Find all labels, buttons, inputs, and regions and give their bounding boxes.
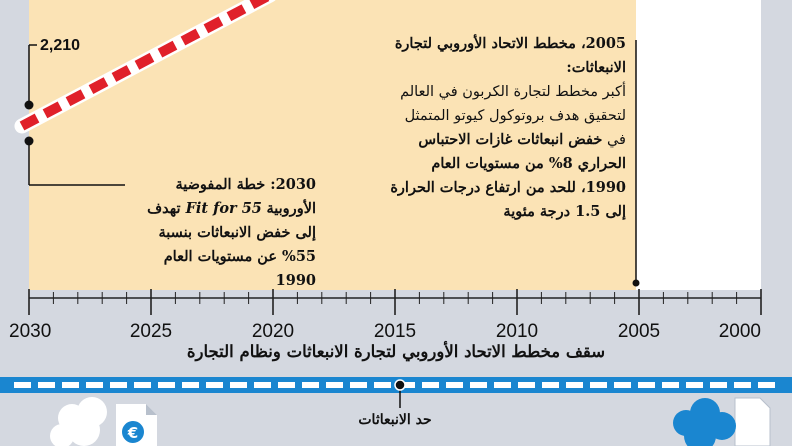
annotation-2030 [128, 173, 316, 293]
annotation-2005 [390, 32, 626, 224]
value-label: 2,210 [40, 37, 81, 54]
x-axis [9, 289, 761, 342]
cap-section-title: سقف مخطط الاتحاد الأوروبي لتجارة الانبعاثات ونظام التجارة [186, 342, 606, 361]
cloud-icon [673, 398, 736, 446]
x-tick-label: 2025 [129, 321, 173, 342]
annotation-2005-body: أكبر مخطط لتجارة الكربون في العالم لتحقيق هدف بروتوكول كيوتو المتمثل في [400, 84, 626, 148]
annotation-2030-body: تهدف إلى خفض الانبعاثات بنسبة 55% عن مستويات العام 1990 [147, 200, 316, 289]
annotation-2005-highlight: خفض انبعاثات غازات الاحتباس الحراري 8% من مستويات العام 1990، للحد من ارتفاع درجات الحرارة إلى 1.5 درجة مئوية [390, 131, 626, 220]
cap-bar [0, 377, 792, 408]
cloud-icon [50, 397, 107, 446]
x-tick-label: 2005 [617, 321, 661, 342]
document-icon [735, 398, 770, 446]
blank-area [636, 0, 761, 290]
annotation-2005-title: 2005، مخطط الاتحاد الأوروبي لتجارة الانبعاثات: [394, 35, 626, 76]
x-tick-label: 2030 [9, 321, 52, 342]
x-tick-label: 2015 [373, 321, 417, 342]
x-tick-label: 2000 [718, 321, 761, 342]
annotation-2030-plan-name: Fit for 55 [185, 200, 262, 217]
annotation-2005-marker [633, 280, 640, 287]
x-tick-label: 2010 [495, 321, 539, 342]
cap-marker [395, 380, 405, 390]
cap-marker-label: حد الانبعاثات [358, 412, 432, 428]
euro-icon [121, 420, 145, 444]
svg-text:€: € [127, 424, 139, 442]
annotation-2030-title: 2030: خطة المفوضية الأوروبية [175, 176, 316, 217]
x-tick-label: 2020 [251, 321, 295, 342]
